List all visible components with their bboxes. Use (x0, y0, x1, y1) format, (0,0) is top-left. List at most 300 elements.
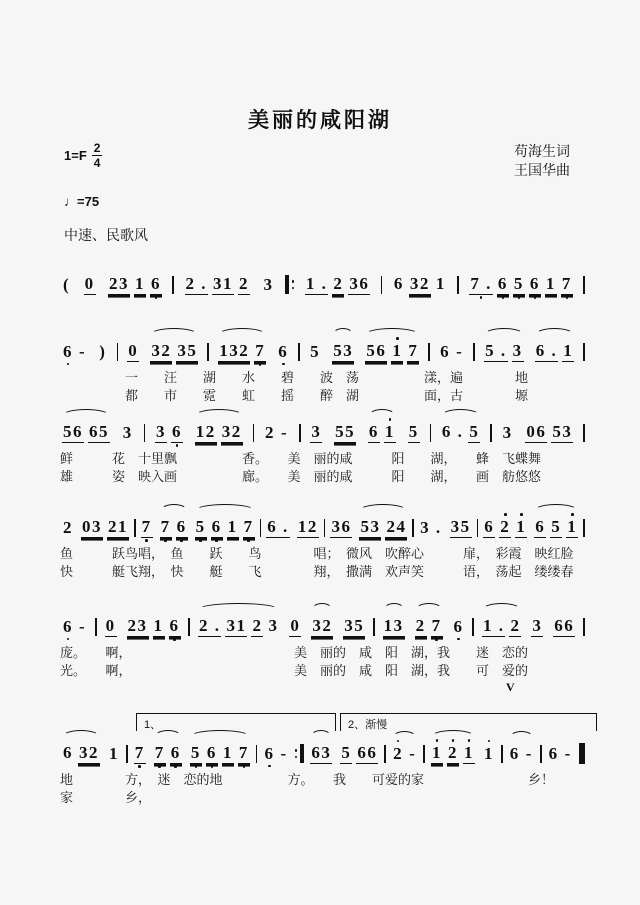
note-token (107, 512, 129, 543)
note-number: 1 (392, 341, 403, 360)
note-token (176, 336, 198, 367)
note-number: 13 (383, 616, 404, 635)
note-token (562, 336, 574, 367)
slur-group (152, 738, 184, 769)
note-number: 6 (453, 616, 464, 636)
note-group (60, 270, 73, 300)
note-token (150, 269, 162, 300)
low-octave-dots (174, 764, 177, 769)
note-number: 3 (155, 422, 166, 441)
low-octave-dots (176, 443, 179, 448)
slur-group (216, 336, 268, 367)
style-marking: 中速、民歌风 (64, 227, 148, 243)
lyrics-line-1: 庞。 啊， 美 丽的 咸 阳 湖，我 迷 恋的 (60, 645, 529, 660)
octave-dot (295, 749, 298, 752)
slur-group (60, 417, 112, 448)
note-token (122, 418, 134, 448)
note-group (262, 739, 291, 769)
note-number: 3 (502, 422, 513, 442)
slur-group (309, 611, 335, 642)
note-number: 6 (63, 743, 73, 762)
lyrics-line-2: 都 市 霓 虹 摇 醉 湖 面，古 塬 (60, 388, 529, 403)
note-number: 3 (512, 341, 523, 360)
note-number: 6 (169, 616, 180, 635)
note-token (153, 611, 165, 642)
lyrics-line-1: 鲜 花 十里飘 香。 美 丽的咸 阳 湖， 蜂 飞蝶舞 (60, 451, 542, 466)
note-token (408, 417, 420, 448)
volta-row (60, 710, 585, 738)
note-token (108, 269, 130, 300)
note-token (534, 512, 546, 543)
note-token (305, 269, 329, 300)
octave-dot (396, 337, 399, 340)
note-number: 56 (366, 341, 387, 360)
slur-group (413, 611, 445, 642)
slur-group (60, 738, 102, 769)
note-token (545, 269, 557, 300)
note-number: ) (99, 341, 107, 361)
note-token (206, 738, 218, 769)
octave-dot (259, 363, 262, 366)
octave-dot (571, 513, 574, 516)
note-number: 6 . (535, 341, 558, 360)
barline (473, 343, 475, 361)
slur-group (482, 336, 526, 367)
note-group (60, 513, 76, 543)
score-body (60, 269, 585, 805)
octave-dot (155, 296, 158, 299)
note-token (497, 269, 509, 300)
note-number: 7 (160, 517, 171, 536)
barline (430, 424, 432, 442)
note-number: 132 (219, 341, 250, 360)
note-number: 23 (127, 616, 148, 635)
note-group (467, 269, 575, 300)
note-number: 7 (431, 616, 442, 635)
note-token (62, 417, 84, 448)
note-number: 1 (222, 743, 233, 762)
note-token (222, 738, 234, 769)
note-token (251, 611, 263, 642)
note-token (332, 336, 354, 367)
octave-dot (518, 296, 521, 299)
low-octave-dots (67, 637, 70, 642)
octave-dot (243, 765, 246, 768)
note-number: 7 . (470, 274, 492, 293)
lyrics-line-2: 雄 姿 映入画 廊。 美 丽的咸 阳 湖， 画 舫悠悠 (60, 469, 542, 484)
key-label: 1=F (64, 148, 87, 163)
note-token (154, 738, 166, 769)
octave-dot (282, 363, 285, 366)
note-number: 31 (213, 274, 234, 293)
note-token (365, 336, 387, 367)
octave-dot (180, 539, 183, 542)
barline (172, 276, 174, 294)
lyrics-line-2: 家 乡， (60, 790, 152, 805)
barline (501, 745, 503, 763)
note-group (338, 738, 380, 769)
note-token (431, 611, 443, 642)
song-title: 美丽的咸阳湖 (248, 108, 392, 132)
note-token (78, 738, 100, 769)
note-group (391, 269, 449, 300)
note-number: 6 (535, 517, 546, 536)
note-token (81, 512, 103, 543)
slur-group (507, 739, 536, 769)
note-number: 1 (563, 341, 574, 360)
note-token (455, 337, 464, 367)
note-group (481, 512, 529, 543)
note-token (525, 417, 547, 448)
note-number: 21 (108, 517, 129, 536)
note-token (262, 270, 274, 300)
low-octave-dots (67, 362, 70, 367)
octave-dot (268, 765, 271, 768)
note-number: 0 (105, 616, 116, 635)
note-number: 6 (63, 616, 73, 636)
note-token (483, 512, 495, 543)
note-group (106, 739, 122, 769)
low-octave-dots (502, 295, 505, 300)
note-number: - (456, 341, 464, 361)
note-token (529, 269, 541, 300)
note-token (509, 611, 521, 642)
slur-group (390, 739, 419, 769)
notation-line (60, 738, 585, 769)
key-signature (64, 142, 102, 169)
note-number: 1 (435, 274, 446, 293)
slur-group (532, 512, 580, 543)
note-token (98, 337, 107, 367)
note-number: 2 . (198, 616, 221, 635)
note-number: 2 (239, 274, 250, 293)
note-number: 3 (532, 616, 543, 635)
note-number: 66 (357, 743, 378, 762)
note-number: - (409, 743, 417, 763)
note-number: 2 (415, 616, 426, 635)
note-token (441, 417, 465, 448)
octave-dot (247, 539, 250, 542)
volta-bracket-1 (136, 713, 336, 731)
note-token (550, 512, 562, 543)
note-token (348, 269, 370, 300)
octave-dot (158, 765, 161, 768)
note-number: - (79, 616, 87, 636)
note-group (139, 512, 155, 543)
note-token (78, 612, 87, 642)
note-number: 6 (440, 341, 451, 361)
note-token (190, 738, 202, 769)
barline (583, 276, 585, 294)
octave-dot (295, 756, 298, 759)
lyrics-line-1: 地 方， 迷 恋的地 方。 我 可爱的家 乡！ (60, 772, 555, 787)
octave-dot (480, 296, 483, 299)
note-number: 35 (177, 341, 198, 360)
note-number: 32 (409, 274, 430, 293)
volta-bracket-2 (340, 713, 597, 731)
score-header (64, 142, 570, 180)
note-token (127, 336, 139, 367)
barline (95, 618, 97, 636)
note-token (62, 738, 74, 769)
final-barline (579, 743, 585, 764)
note-group (308, 417, 324, 448)
low-octave-dots (195, 764, 198, 769)
barline (134, 519, 136, 537)
breath-mark: V (506, 680, 515, 694)
note-group (132, 738, 148, 769)
note-token (515, 512, 527, 543)
note-token (483, 739, 495, 769)
note-number: 6 (264, 743, 275, 763)
low-octave-dots (145, 538, 148, 543)
note-group (448, 512, 474, 543)
note-number: 35 (344, 616, 365, 635)
note-token (531, 611, 543, 642)
note-number: 7 (561, 274, 572, 293)
note-number: 3 (263, 274, 274, 294)
note-token (564, 739, 573, 769)
note-number: 6 (529, 274, 540, 293)
note-token (509, 739, 521, 769)
note-token (171, 417, 183, 448)
credits (514, 142, 570, 180)
meter-numerator: 2 (93, 141, 101, 155)
note-number: - (280, 743, 288, 763)
note-number: 5 (408, 422, 419, 441)
barline (583, 519, 585, 537)
note-number: 2 (447, 743, 458, 762)
low-octave-dots (282, 362, 285, 367)
barline (299, 424, 301, 442)
note-token (535, 336, 559, 367)
note-token (391, 336, 403, 367)
note-number: 1 (463, 743, 474, 762)
note-number: 7 (134, 743, 145, 762)
note-number: - (564, 743, 572, 763)
barline (583, 424, 585, 442)
note-group (529, 611, 545, 642)
note-number: 35 (450, 517, 471, 536)
note-group (328, 512, 354, 543)
note-token (221, 417, 243, 448)
note-token (155, 417, 167, 448)
note-token (127, 611, 149, 642)
note-number: 6 (548, 743, 559, 763)
note-token (169, 611, 181, 642)
note-token (359, 512, 381, 543)
low-octave-dots (173, 637, 176, 642)
note-token (409, 269, 431, 300)
note-group (260, 270, 276, 300)
note-number: 6 (211, 517, 222, 536)
note-number: 1 (484, 743, 495, 763)
note-number: - (79, 341, 87, 361)
octave-dot (397, 740, 400, 743)
system-6 (60, 710, 585, 805)
note-group (406, 417, 422, 448)
note-token (105, 611, 117, 642)
note-number: 12 (195, 422, 216, 441)
note-number: 36 (349, 274, 370, 293)
repeat-thick-bar (285, 275, 289, 294)
slur-group (158, 512, 190, 543)
note-number: 1 . (482, 616, 505, 635)
note-token (439, 337, 451, 367)
low-octave-dots (164, 538, 167, 543)
note-number: 55 (335, 422, 356, 441)
barline (188, 618, 190, 636)
note-group (125, 611, 183, 642)
note-token (227, 512, 239, 543)
barline (260, 519, 262, 537)
lyrics-line-1: 鱼 跃鸟唱， 鱼 跃 鸟 唱； 微风 吹醉心 扉， 彩霞 映红脸 (60, 546, 574, 561)
note-token (254, 336, 266, 367)
slur-group (439, 417, 483, 448)
note-token (309, 337, 321, 367)
octave-dot (504, 513, 507, 516)
note-group (106, 269, 164, 300)
note-number: 2 (264, 422, 275, 442)
note-number: 2 (63, 517, 73, 537)
octave-dot (215, 539, 218, 542)
repeat-dots (292, 280, 295, 289)
octave-dot (436, 739, 439, 742)
slur-group (193, 512, 257, 543)
low-octave-dots (268, 764, 271, 769)
note-token (463, 738, 475, 769)
barline (256, 745, 258, 763)
repeat-open-barline (285, 275, 295, 294)
barline (126, 745, 128, 763)
note-token (141, 512, 153, 543)
lyricist-credit: 苟海生词 (514, 143, 570, 159)
note-token (243, 512, 255, 543)
note-token (393, 269, 405, 300)
note-number: 7 (255, 341, 266, 360)
note-token (108, 739, 120, 769)
barline (144, 424, 146, 442)
note-number: 5 (513, 274, 524, 293)
repeat-dots (295, 749, 298, 758)
note-number: 5 (310, 341, 321, 361)
low-octave-dots (566, 295, 569, 300)
slur-group (480, 611, 524, 642)
note-token (225, 611, 247, 642)
system-3 (60, 417, 585, 484)
octave-dot (292, 287, 295, 290)
note-group (307, 337, 323, 367)
barline (423, 745, 425, 763)
octave-dot (211, 765, 214, 768)
note-number: 6 . (441, 422, 464, 441)
note-token (170, 738, 182, 769)
note-number: 32 (79, 743, 99, 762)
note-number: 66 (554, 616, 575, 635)
note-token (267, 611, 279, 642)
note-group (60, 612, 89, 642)
note-number: 6 (484, 517, 495, 536)
note-group (295, 512, 321, 543)
low-octave-dots (138, 764, 141, 769)
note-token (408, 739, 417, 769)
note-number: 56 (63, 422, 83, 441)
note-number: 1 (545, 274, 556, 293)
low-octave-dots (243, 764, 246, 769)
barline (207, 343, 209, 361)
barline (117, 343, 119, 361)
note-group (451, 612, 467, 642)
note-group (303, 269, 373, 300)
note-token (185, 269, 209, 300)
note-token (289, 611, 301, 642)
octave-dot (199, 539, 202, 542)
note-token (431, 738, 443, 769)
note-number: 3 (268, 616, 279, 635)
note-number: 2 . (185, 274, 208, 293)
note-token (264, 418, 276, 448)
note-number: 3 . (420, 517, 442, 537)
note-token (238, 738, 250, 769)
note-token (211, 512, 223, 543)
note-group (153, 417, 185, 448)
note-token (392, 739, 404, 769)
note-token (553, 611, 575, 642)
note-token (84, 269, 96, 300)
note-token (280, 739, 289, 769)
note-number: 7 (408, 341, 419, 360)
barline (373, 618, 375, 636)
note-token (195, 512, 207, 543)
note-number: 1 (516, 517, 527, 536)
octave-dot (195, 765, 198, 768)
octave-dot (173, 638, 176, 641)
note-group (332, 417, 358, 448)
note-number: 5 (469, 422, 480, 441)
barline (384, 745, 386, 763)
low-octave-dots (247, 538, 250, 543)
note-number: 32 (221, 422, 242, 441)
note-number: 6 (206, 743, 217, 762)
note-token (484, 336, 508, 367)
note-token (134, 738, 146, 769)
note-group (183, 269, 253, 300)
low-octave-dots (518, 295, 521, 300)
lyrics-line-2: 光。 啊， 美 丽的 咸 阳 湖，我 可 爱的 (60, 663, 529, 678)
note-token (266, 512, 290, 543)
note-token (502, 418, 514, 448)
note-number: 5 (341, 743, 352, 762)
octave-dot (67, 363, 70, 366)
low-octave-dots (158, 764, 161, 769)
octave-dot (534, 296, 537, 299)
notation-line (60, 611, 585, 642)
note-group (546, 739, 575, 769)
octave-dot (389, 418, 392, 421)
note-number: 7 (238, 743, 249, 762)
note-token (311, 611, 333, 642)
octave-dot (452, 739, 455, 742)
volta-2-label: 2、渐慢 (348, 719, 388, 731)
note-group (551, 611, 577, 642)
note-token (62, 337, 74, 367)
note-group (125, 336, 141, 367)
slur-group (308, 738, 334, 769)
note-token (482, 611, 506, 642)
slur-group (188, 738, 252, 769)
note-number: 1 (384, 422, 395, 441)
note-number: 6 (393, 274, 404, 293)
